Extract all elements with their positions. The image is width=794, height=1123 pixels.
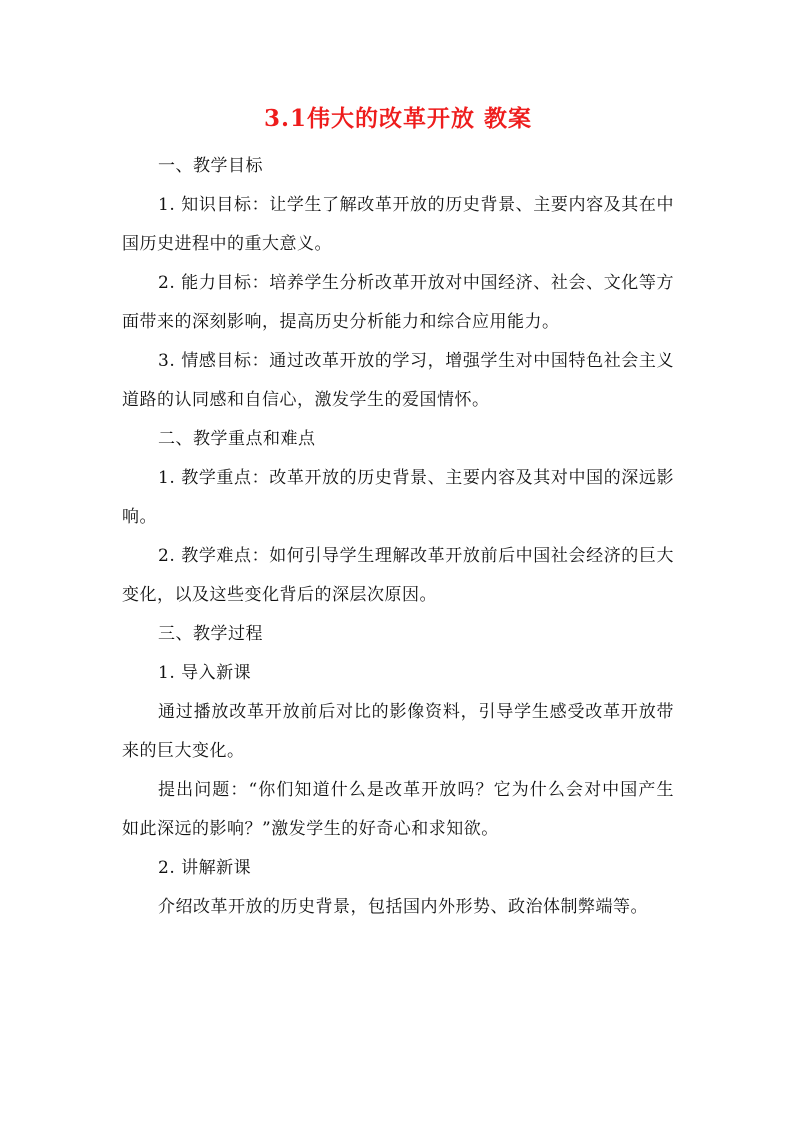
subheading-new-lesson: 2. 讲解新课 [158,858,252,878]
objective-knowledge: 1. 知识目标：让学生了解改革开放的历史背景、主要内容及其在中国历史进程中的重大意义。 [122,195,674,254]
subheading-introduction: 1. 导入新课 [158,663,252,683]
key-point: 1. 教学重点：改革开放的历史背景、主要内容及其对中国的深远影响。 [122,468,674,527]
section-heading-process: 三、教学过程 [158,624,263,644]
difficult-point: 2. 教学难点：如何引导学生理解改革开放前后中国社会经济的巨大变化，以及这些变化背后的深层次原因。 [122,546,674,605]
objective-ability: 2. 能力目标：培养学生分析改革开放对中国经济、社会、文化等方面带来的深刻影响，提高历史分析能力和综合应用能力。 [122,273,674,332]
introduction-video: 通过播放改革开放前后对比的影像资料，引导学生感受改革开放带来的巨大变化。 [122,702,674,761]
introduction-question: 提出问题：“你们知道什么是改革开放吗？它为什么会对中国产生如此深远的影响？”激发学生的好奇心和求知欲。 [122,780,674,839]
document-page [122,100,674,927]
new-lesson-background: 介绍改革开放的历史背景，包括国内外形势、政治体制弊端等。 [158,897,648,917]
section-heading-objectives: 一、教学目标 [158,156,263,176]
section-heading-key-points: 二、教学重点和难点 [158,429,316,449]
document-title: 3.1伟大的改革开放 教案 [263,105,533,132]
objective-emotion: 3. 情感目标：通过改革开放的学习，增强学生对中国特色社会主义道路的认同感和自信心，激发学生的爱国情怀。 [122,351,674,410]
